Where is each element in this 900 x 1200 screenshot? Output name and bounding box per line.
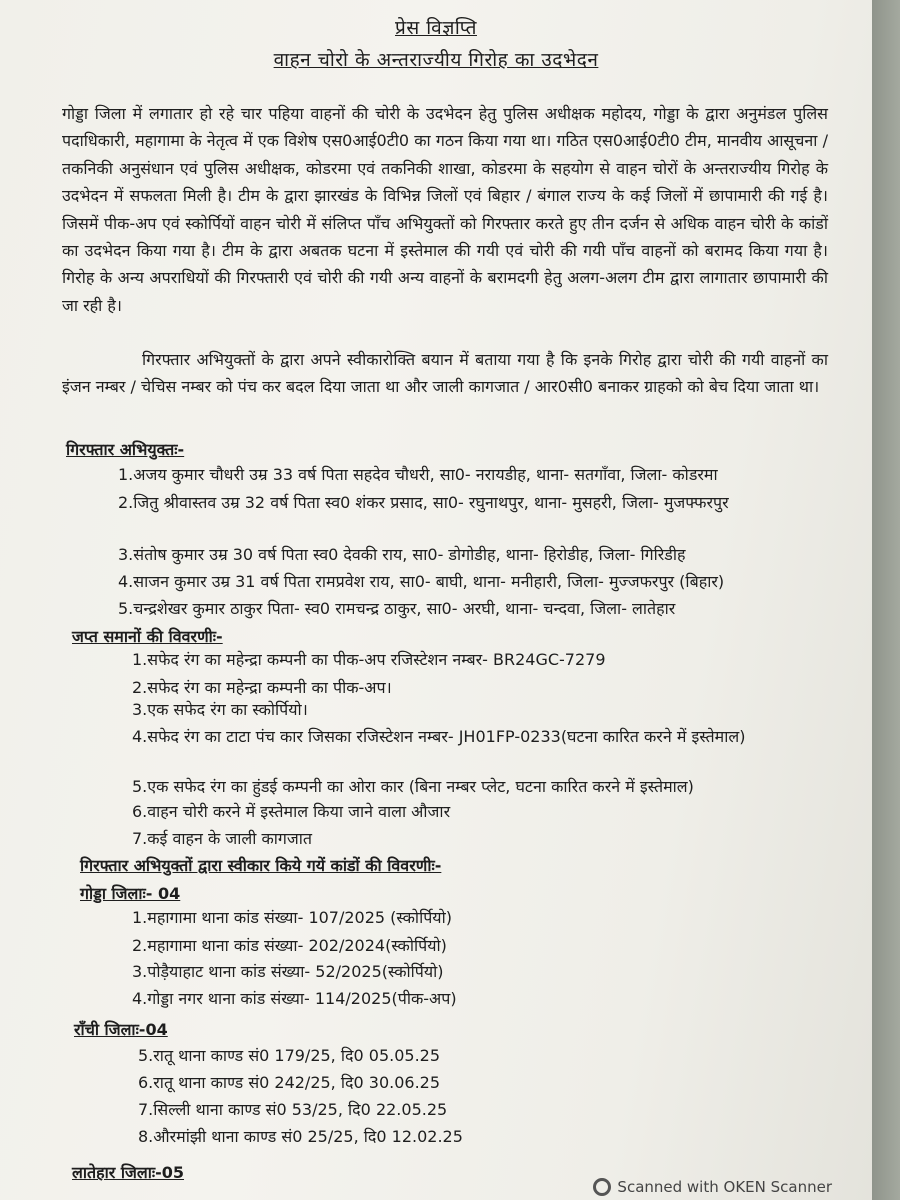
list-item: 1.महागामा थाना कांड संख्या- 107/2025 (स्कोर्पियो)	[132, 908, 452, 927]
list-item: 4.साजन कुमार उम्र 31 वर्ष पिता रामप्रवेश राय, सा0- बाघी, थाना- मनीहारी, जिला- मुज्जफरपुर (बिहार)	[118, 572, 725, 591]
list-item: 2.जितु श्रीवास्तव उम्र 32 वर्ष पिता स्व0 शंकर प्रसाद, सा0- रघुनाथपुर, थाना- मुसहरी, जिला- मुजफ्फरपुर	[118, 493, 729, 512]
body-paragraph-1: गोड्डा जिला में लगातार हो रहे चार पहिया वाहनों की चोरी के उदभेदन हेतु पुलिस अधीक्षक महोदय, गोड्डा के द्वारा अनुमंडल पुलिस पदाधिकारी, महागामा के नेतृत्व में एक विशेष एस0आई0टी0 का गठन किया गया था। गठित एस0आई0टी0 टीम, मानवीय आसूचना / तकनिकी अनुसंधान एवं पुलिस अधीक्षक, कोडरमा एवं तकनिकी शाखा, कोडरमा के सहयोग से वाहन चोरों के अन्तराज्यीय गिरोह के उदभेदन में सफलता मिली है। टीम के द्वारा झारखंड के विभिन्न जिलों एवं बिहार / बंगाल राज्य के कई जिलों में छापामारी की गई है। जिसमें पीक-अप एवं स्कोर्पियों वाहन चोरी में संलिप्त पाँच अभियुक्तों को गिरफ्तार करते हुए तीन दर्जन से अधिक वाहन चोरी के कांडों का उदभेदन किया गया है। टीम के द्वारा अबतक घटना में इस्तेमाल की गयी एवं चोरी की गयी पाँच वाहनों को बरामद किया गया है। गिरोह के अन्य अपराधियों की गिरफ्तारी एवं चोरी की गयी अन्य वाहनों के बरामदगी हेतु अलग-अलग टीम द्वारा लागातार छापामारी की जा रही है।	[62, 104, 828, 315]
list-item: 6.वाहन चोरी करने में इस्तेमाल किया जाने वाला औजार	[132, 802, 451, 821]
accused-heading: गिरफ्तार अभियुक्तः-	[66, 440, 185, 459]
list-item: 5.रातू थाना काण्ड सं0 179/25, दि0 05.05.25	[138, 1046, 441, 1065]
list-item: 8.औरमांझी थाना काण्ड सं0 25/25, दि0 12.02.25	[138, 1127, 463, 1146]
ranchi-district-heading: राँची जिलाः-04	[74, 1020, 168, 1039]
document-title: प्रेस विज्ञप्ति	[395, 17, 477, 39]
godda-district-heading: गोड्डा जिलाः- 04	[80, 884, 181, 903]
latehar-district-heading: लातेहार जिलाः-05	[72, 1163, 185, 1182]
scanner-watermark	[593, 1178, 832, 1196]
list-item: 7.कई वाहन के जाली कागजात	[132, 829, 313, 848]
list-item: 4.सफेद रंग का टाटा पंच कार जिसका रजिस्टेशन नम्बर- JH01FP-0233(घटना कारित करने में इस्तेमाल)	[132, 727, 746, 746]
list-item: 3.एक सफेद रंग का स्कोर्पियो।	[132, 700, 308, 719]
list-item: 2.महागामा थाना कांड संख्या- 202/2024(स्कोर्पियो)	[132, 936, 447, 955]
document-subtitle: वाहन चोरो के अन्तराज्यीय गिरोह का उदभेदन	[273, 49, 599, 71]
list-item: 7.सिल्ली थाना काण्ड सं0 53/25, दि0 22.05.25	[138, 1100, 448, 1119]
seized-heading: जप्त समानों की विवरणीः-	[72, 627, 223, 646]
scanner-logo-icon	[593, 1178, 611, 1196]
list-item: 5.एक सफेद रंग का हुंडई कम्पनी का ओरा कार (बिना नम्बर प्लेट, घटना कारित करने में इस्तेमाल)	[132, 777, 694, 796]
list-item: 2.सफेद रंग का महेन्द्रा कम्पनी का पीक-अप।	[132, 678, 392, 697]
background-edge	[872, 0, 900, 1200]
list-item: 6.रातू थाना काण्ड सं0 242/25, दि0 30.06.25	[138, 1073, 441, 1092]
body-paragraph-2: गिरफ्तार अभियुक्तों के द्वारा अपने स्वीकारोक्ति बयान में बताया गया है कि इनके गिरोह द्वारा चोरी की गयी वाहनों का इंजन नम्बर / चेचिस नम्बर को पंच कर बदल दिया जाता था और जाली कागजात / आर0सी0 बनाकर ग्राहको को बेच दिया जाता था।	[62, 350, 828, 397]
list-item: 3.संतोष कुमार उम्र 30 वर्ष पिता स्व0 देवकी राय, सा0- डोगोडीह, थाना- हिरोडीह, जिला- गिरिडीह	[118, 545, 686, 564]
cases-heading: गिरफ्तार अभियुक्तों द्वारा स्वीकार किये गयें कांडों की विवरणीः-	[80, 856, 442, 875]
list-item: 5.चन्द्रशेखर कुमार ठाकुर पिता- स्व0 रामचन्द्र ठाकुर, सा0- अरघी, थाना- चन्दवा, जिला- लातेहार	[118, 599, 676, 618]
list-item: 3.पोड़ैयाहाट थाना कांड संख्या- 52/2025(स्कोर्पियो)	[132, 962, 444, 981]
list-item: 1.अजय कुमार चौधरी उम्र 33 वर्ष पिता सहदेव चौधरी, सा0- नरायडीह, थाना- सतगाँवा, जिला- कोडरमा	[118, 465, 718, 484]
watermark-text: Scanned with OKEN Scanner	[617, 1178, 832, 1196]
list-item: 4.गोड्डा नगर थाना कांड संख्या- 114/2025(पीक-अप)	[132, 989, 457, 1008]
list-item: 1.सफेद रंग का महेन्द्रा कम्पनी का पीक-अप रजिस्टेशन नम्बर- BR24GC-7279	[132, 650, 606, 669]
